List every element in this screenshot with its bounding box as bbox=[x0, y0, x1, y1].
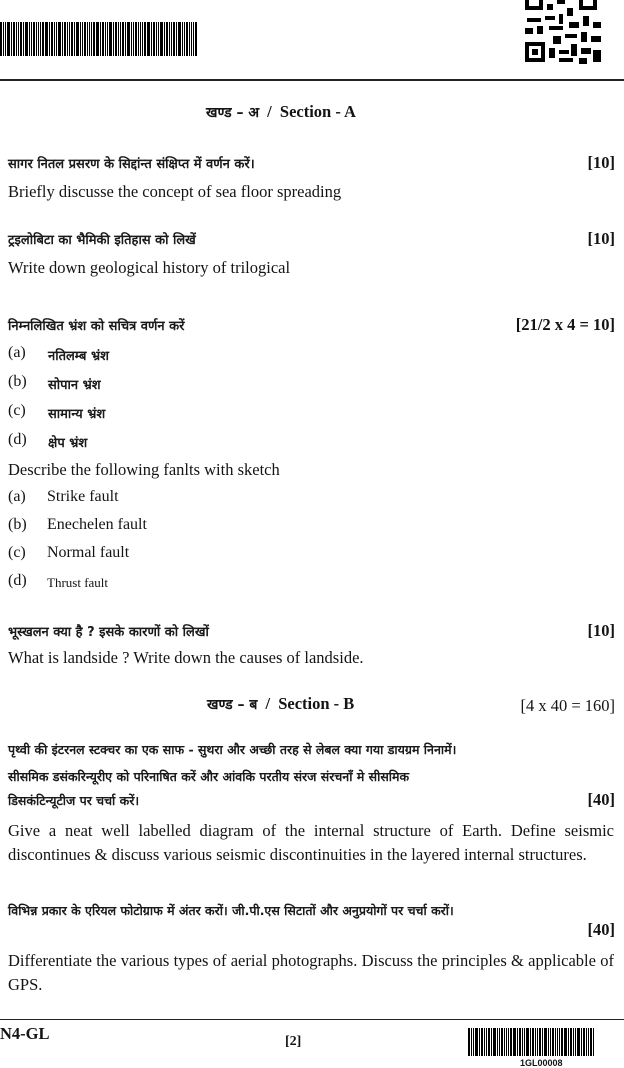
barcode-bar bbox=[100, 22, 101, 56]
question-4-marks: [10] bbox=[587, 621, 615, 640]
footer-page-number: [2] bbox=[285, 1034, 302, 1049]
section-b-title bbox=[207, 694, 354, 714]
barcode-bar bbox=[125, 22, 126, 56]
barcode-bar bbox=[87, 22, 88, 56]
question-3-english: Describe the following fanlts with sketch bbox=[8, 460, 280, 479]
option-hi-c-text: सामान्य भ्रंश bbox=[48, 407, 106, 422]
barcode-bar bbox=[51, 22, 53, 56]
barcode-bar bbox=[40, 22, 41, 56]
section-b-question-1-hindi-line-2: सीसमिक डसंकरिन्यूरीए को परिनाषित करें और आंवकि परतीय संरज संरचनाँ मे सीसमिक bbox=[8, 769, 410, 784]
barcode-bar bbox=[588, 1028, 589, 1056]
barcode-bar bbox=[504, 1028, 505, 1056]
option-en-b-text: Enechelen fault bbox=[47, 516, 147, 533]
barcode-bar bbox=[69, 22, 70, 56]
barcode-bar bbox=[84, 22, 86, 56]
option-en-d-text: Thrust fault bbox=[47, 575, 109, 590]
barcode-bar bbox=[570, 1028, 572, 1056]
barcode-bar bbox=[105, 22, 106, 56]
option-hi-d-text: क्षेप भ्रंश bbox=[48, 436, 88, 451]
footer-rule bbox=[0, 1019, 624, 1020]
barcode-bar bbox=[468, 1028, 470, 1056]
barcode-bar bbox=[506, 1028, 507, 1056]
barcode-bar bbox=[532, 1028, 534, 1056]
barcode-bar bbox=[550, 1028, 551, 1056]
question-3-hindi: निम्नलिखित भ्रंश को सचित्र वर्णन करें bbox=[8, 319, 185, 334]
barcode-bar bbox=[548, 1028, 549, 1056]
barcode-bar bbox=[575, 1028, 576, 1056]
barcode-bar bbox=[193, 22, 194, 56]
barcode-bar bbox=[80, 22, 81, 56]
barcode-bar bbox=[493, 1028, 496, 1056]
barcode-bar bbox=[113, 22, 114, 56]
section-b-question-2-english: Differentiate the various types of aerial photographs. Discuss the principles & applicable of GPS. bbox=[8, 951, 614, 994]
barcode-bar bbox=[171, 22, 172, 56]
barcode-bar bbox=[497, 1028, 498, 1056]
barcode-bar bbox=[7, 22, 10, 56]
barcode-bar bbox=[539, 1028, 541, 1056]
barcode-bar bbox=[118, 22, 119, 56]
barcode-bar bbox=[590, 1028, 592, 1056]
barcode-bar bbox=[577, 1028, 580, 1056]
question-4-hindi: भूस्खलन क्या है ? इसके कारणों को लिखों bbox=[8, 625, 209, 640]
barcode-bar bbox=[195, 22, 197, 56]
barcode-bar bbox=[561, 1028, 563, 1056]
section-b-question-1-hindi-line-1: पृथ्वी की इंटरनल स्टक्चर का एक साफ - सुथरा और अच्छी तरह से लेबल क्या गया डायग्रम निनामें। bbox=[8, 742, 457, 757]
barcode-bar bbox=[58, 22, 61, 56]
barcode-bar bbox=[144, 22, 146, 56]
question-2-marks: [10] bbox=[587, 229, 615, 248]
barcode-bar bbox=[49, 22, 50, 56]
barcode-bar bbox=[109, 22, 112, 56]
barcode-bar bbox=[76, 22, 79, 56]
barcode-bar bbox=[564, 1028, 567, 1056]
barcode-bar bbox=[473, 1028, 474, 1056]
question-3-marks: [21/2 x 4 = 10] bbox=[515, 315, 615, 334]
option-hi-a-text: नतिलम्ब भ्रंश bbox=[48, 349, 109, 364]
section-b-question-1-english: Give a neat well labelled diagram of the internal structure of Earth. Define seismic discontinues & discuss various seismic discontinuities in the layered internal structures. bbox=[8, 821, 614, 864]
barcode-bar bbox=[519, 1028, 521, 1056]
barcode-bar bbox=[115, 22, 117, 56]
barcode-bar bbox=[0, 22, 2, 56]
barcode-bar bbox=[522, 1028, 523, 1056]
question-1-marks: [10] bbox=[587, 153, 615, 172]
barcode-bar bbox=[82, 22, 83, 56]
barcode-bar bbox=[64, 22, 66, 56]
barcode-bar bbox=[142, 22, 143, 56]
section-b-question-2-hindi: विभिन्न प्रकार के एरियल फोटोग्राफ में अंतर करों। जी.पी.एस सिटातों और अनुप्रयोगों पर चर्चा करों। bbox=[8, 903, 454, 918]
barcode-bar bbox=[140, 22, 141, 56]
barcode-bar bbox=[176, 22, 177, 56]
barcode-bar bbox=[513, 1028, 516, 1056]
barcode-bar bbox=[182, 22, 183, 56]
option-hi-a-label: (a) bbox=[8, 344, 26, 361]
barcode-bar bbox=[62, 22, 63, 56]
barcode-bar bbox=[166, 22, 168, 56]
option-hi-b-text: सोपान भ्रंश bbox=[48, 378, 101, 393]
option-en-d-label: (d) bbox=[8, 572, 27, 589]
barcode-bar bbox=[38, 22, 39, 56]
barcode-bar bbox=[517, 1028, 518, 1056]
barcode-bar bbox=[158, 22, 159, 56]
barcode-bar bbox=[499, 1028, 500, 1056]
barcode-bar bbox=[42, 22, 44, 56]
barcode-bar bbox=[555, 1028, 556, 1056]
barcode-bar bbox=[481, 1028, 483, 1056]
barcode-bar bbox=[93, 22, 95, 56]
barcode-bar bbox=[510, 1028, 512, 1056]
barcode-bar bbox=[31, 22, 32, 56]
question-2-hindi: ट्रइलोबिटा का भैमिकी इतिहास को लिखें bbox=[8, 233, 196, 248]
option-hi-b-label: (b) bbox=[8, 373, 27, 390]
barcode-bar bbox=[89, 22, 90, 56]
barcode-bar bbox=[25, 22, 28, 56]
barcode-bar bbox=[56, 22, 57, 56]
barcode-bar bbox=[102, 22, 104, 56]
barcode-bar bbox=[74, 22, 75, 56]
barcode-icon bbox=[0, 22, 232, 56]
section-b-title-hi: खण्ड – ब bbox=[207, 697, 258, 713]
barcode-bar bbox=[13, 22, 15, 56]
barcode-bar bbox=[29, 22, 30, 56]
barcode-bar bbox=[479, 1028, 480, 1056]
barcode-bar bbox=[96, 22, 99, 56]
question-2-english: Write down geological history of trilogical bbox=[8, 258, 291, 277]
barcode-bar bbox=[67, 22, 68, 56]
barcode-bar bbox=[164, 22, 165, 56]
option-hi-d-label: (d) bbox=[8, 431, 27, 448]
barcode-bar bbox=[18, 22, 19, 56]
section-b-question-1-marks: [40] bbox=[587, 790, 615, 809]
barcode-bar bbox=[471, 1028, 472, 1056]
barcode-bar bbox=[20, 22, 22, 56]
barcode-bar bbox=[535, 1028, 536, 1056]
barcode-bar bbox=[508, 1028, 509, 1056]
header-rule bbox=[0, 79, 624, 81]
barcode-bar bbox=[16, 22, 17, 56]
section-a-title bbox=[206, 102, 356, 122]
barcode-bar bbox=[581, 1028, 582, 1056]
barcode-bar bbox=[127, 22, 130, 56]
barcode-bar bbox=[153, 22, 155, 56]
barcode-bar bbox=[559, 1028, 560, 1056]
section-b-title-en: Section - B bbox=[278, 694, 355, 713]
barcode-bar bbox=[568, 1028, 569, 1056]
section-a-title-en: Section - A bbox=[279, 102, 356, 121]
barcode-bar bbox=[189, 22, 190, 56]
barcode-bar bbox=[486, 1028, 487, 1056]
option-en-c-label: (c) bbox=[8, 544, 26, 561]
barcode-bar bbox=[33, 22, 35, 56]
barcode-bar bbox=[491, 1028, 492, 1056]
section-b-question-1-hindi-line-3: डिसकंटिन्यूटीज पर चर्चा करें। bbox=[8, 793, 140, 808]
barcode-bar bbox=[191, 22, 192, 56]
barcode-bar bbox=[160, 22, 163, 56]
barcode-bar bbox=[71, 22, 73, 56]
barcode-bar bbox=[537, 1028, 538, 1056]
barcode-bar bbox=[186, 22, 188, 56]
option-en-a-text: Strike fault bbox=[47, 488, 119, 505]
barcode-bar bbox=[3, 22, 4, 56]
section-a-title-hi: खण्ड – अ bbox=[206, 105, 260, 121]
barcode-bar bbox=[475, 1028, 478, 1056]
barcode-bar bbox=[169, 22, 170, 56]
footer-barcode-icon bbox=[468, 1028, 618, 1056]
footer-barcode-text: 1GL00008 bbox=[520, 1058, 563, 1068]
barcode-bar bbox=[5, 22, 6, 56]
barcode-bar bbox=[557, 1028, 558, 1056]
option-en-b-label: (b) bbox=[8, 516, 27, 533]
barcode-bar bbox=[583, 1028, 585, 1056]
option-en-c-text: Normal fault bbox=[47, 544, 130, 561]
barcode-bar bbox=[178, 22, 181, 56]
barcode-bar bbox=[151, 22, 152, 56]
barcode-bar bbox=[107, 22, 108, 56]
barcode-bar bbox=[135, 22, 137, 56]
barcode-bar bbox=[156, 22, 157, 56]
barcode-bar bbox=[530, 1028, 531, 1056]
barcode-bar bbox=[173, 22, 175, 56]
section-b-question-2-marks: [40] bbox=[587, 920, 615, 939]
section-b-marks: [4 x 40 = 160] bbox=[520, 696, 615, 715]
qr-code-icon bbox=[523, 0, 603, 66]
barcode-bar bbox=[544, 1028, 547, 1056]
barcode-bar bbox=[11, 22, 12, 56]
section-a-title-sep: / bbox=[267, 102, 272, 121]
barcode-bar bbox=[45, 22, 48, 56]
barcode-bar bbox=[484, 1028, 485, 1056]
barcode-bar bbox=[91, 22, 92, 56]
section-b-title-sep: / bbox=[265, 694, 271, 713]
barcode-bar bbox=[131, 22, 132, 56]
barcode-bar bbox=[524, 1028, 525, 1056]
question-1-hindi: सागर नितल प्रसरण के सिद्दांन्त संक्षिप्त में वर्णन करें। bbox=[8, 157, 255, 172]
barcode-bar bbox=[133, 22, 134, 56]
barcode-bar bbox=[184, 22, 185, 56]
question-1-english: Briefly discusse the concept of sea floor spreading bbox=[8, 182, 342, 201]
barcode-bar bbox=[120, 22, 121, 56]
footer-paper-code: N4-GL bbox=[0, 1024, 50, 1043]
barcode-bar bbox=[54, 22, 55, 56]
barcode-bar bbox=[138, 22, 139, 56]
barcode-bar bbox=[573, 1028, 574, 1056]
barcode-bar bbox=[122, 22, 124, 56]
barcode-bar bbox=[23, 22, 24, 56]
barcode-bar bbox=[488, 1028, 490, 1056]
barcode-bar bbox=[593, 1028, 594, 1056]
barcode-bar bbox=[552, 1028, 554, 1056]
barcode-bar bbox=[526, 1028, 529, 1056]
option-hi-c-label: (c) bbox=[8, 402, 26, 419]
barcode-bar bbox=[147, 22, 150, 56]
barcode-bar bbox=[586, 1028, 587, 1056]
barcode-bar bbox=[542, 1028, 543, 1056]
barcode-bar bbox=[36, 22, 37, 56]
barcode-bar bbox=[501, 1028, 503, 1056]
question-4-english: What is landside ? Write down the causes of landside. bbox=[8, 648, 364, 667]
option-en-a-label: (a) bbox=[8, 488, 26, 505]
